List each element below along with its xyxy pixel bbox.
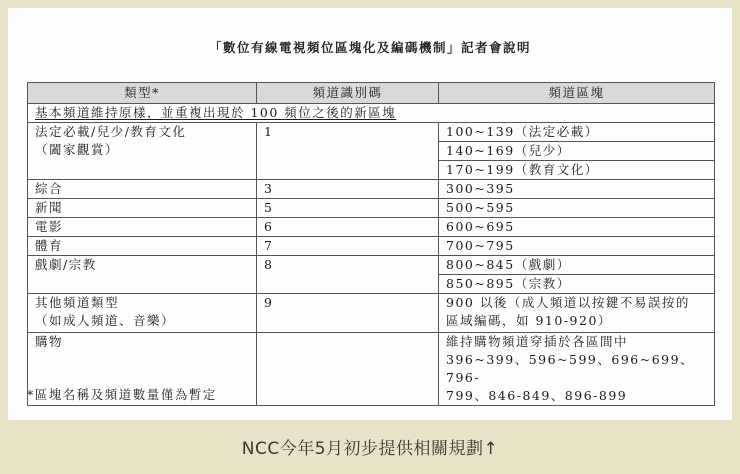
- block-line: 維持購物頻道穿插於各區間中: [446, 334, 629, 349]
- type-line: （如成人頻道、音樂）: [35, 313, 176, 328]
- block-line: 799、846-849、896-899: [446, 388, 628, 403]
- header-block: 頻道區塊: [439, 83, 715, 104]
- header-code: 頻道識別碼: [257, 83, 439, 104]
- channel-block-table: [27, 82, 715, 406]
- table-row: [28, 180, 715, 199]
- type-line: 其他頻道類型: [35, 295, 120, 310]
- image-caption: NCC今年5月初步提供相關規劃↑: [241, 439, 499, 459]
- code-cell: 8: [257, 256, 439, 294]
- block-cell: 850~895（宗教）: [439, 275, 715, 294]
- code-cell: 9: [257, 294, 439, 333]
- table-header-row: [28, 83, 715, 104]
- code-cell: 6: [257, 218, 439, 237]
- block-cell: 800~845（戲劇）: [439, 256, 715, 275]
- section-note: 基本頻道維持原樣，並重複出現於 100 頻位之後的新區塊: [28, 104, 715, 123]
- type-cell: 電影: [28, 218, 257, 237]
- document-title: 「數位有線電視頻位區塊化及編碼機制」記者會說明: [208, 40, 531, 55]
- block-line: 396~399、596~599、696~699、796-: [446, 352, 695, 385]
- block-cell: 140~169（兒少）: [439, 142, 715, 161]
- type-line: （闔家觀賞）: [35, 142, 120, 157]
- header-type: 類型*: [28, 83, 257, 104]
- code-cell: 3: [257, 180, 439, 199]
- type-cell: 綜合: [28, 180, 257, 199]
- type-cell: 購物: [28, 333, 257, 406]
- footnote: *區塊名稱及頻道數量僅為暫定: [27, 387, 217, 402]
- block-cell: 300~395: [439, 180, 715, 199]
- block-line: 900 以後（成人頻道以按鍵不易誤按的: [446, 295, 690, 310]
- table-row: [28, 256, 715, 275]
- table-row: [28, 218, 715, 237]
- type-cell: 戲劇/宗教: [28, 256, 257, 294]
- block-cell: [439, 294, 715, 333]
- block-cell: 600~695: [439, 218, 715, 237]
- type-line: 法定必載/兒少/教育文化: [35, 124, 187, 139]
- section-row: [28, 104, 715, 123]
- type-cell: [28, 123, 257, 180]
- code-cell: 5: [257, 199, 439, 218]
- type-cell: [28, 294, 257, 333]
- block-cell: [439, 333, 715, 406]
- table-row: [28, 294, 715, 333]
- code-cell: [257, 333, 439, 406]
- block-cell: 100~139（法定必載）: [439, 123, 715, 142]
- type-cell: 體育: [28, 237, 257, 256]
- table-row: [28, 237, 715, 256]
- table-row: [28, 123, 715, 142]
- block-cell: 500~595: [439, 199, 715, 218]
- type-cell: 新聞: [28, 199, 257, 218]
- block-line: 區域編碼，如 910-920）: [446, 313, 612, 328]
- document-page: [8, 8, 732, 420]
- code-cell: 7: [257, 237, 439, 256]
- block-cell: 170~199（教育文化）: [439, 161, 715, 180]
- code-cell: 1: [257, 123, 439, 180]
- block-cell: 700~795: [439, 237, 715, 256]
- table-row: [28, 199, 715, 218]
